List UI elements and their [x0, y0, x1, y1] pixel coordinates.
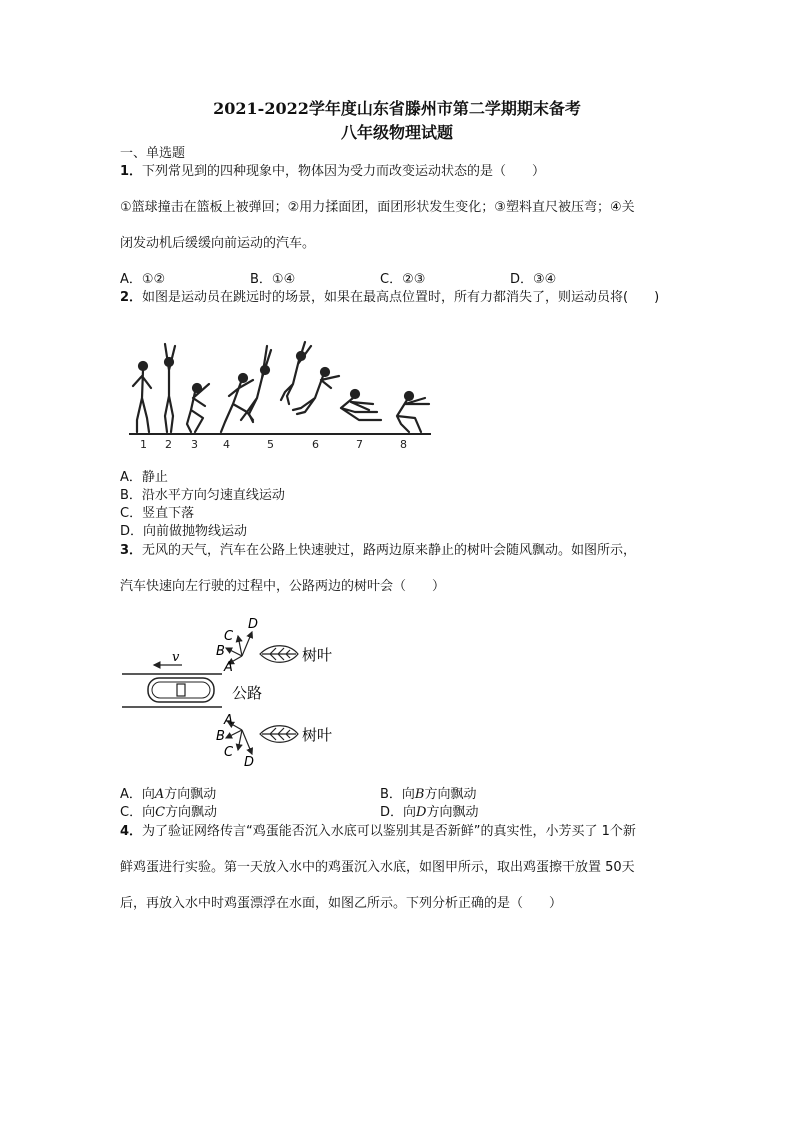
question-1 — [120, 164, 545, 180]
jumper-pose-7 — [293, 368, 339, 414]
question-stem: 下列常见到的四种现象中，物体因为受力而改变运动状态的是（ ） — [142, 164, 546, 179]
question-number: 4． — [120, 824, 143, 839]
question-4-stem-line-3: 后，再放入水中时鸡蛋漂浮在水面，如图乙所示。下列分析正确的是（ ） — [120, 896, 563, 911]
leaf-icon-bottom — [260, 726, 298, 743]
q2-option-b[interactable]: B．沿水平方向匀速直线运动 — [120, 488, 285, 503]
q3-option-a[interactable]: A．向A方向飘动 — [120, 787, 217, 802]
q3-option-b[interactable]: B．向B方向飘动 — [380, 787, 477, 802]
question-stem-line-1: 无风的天气，汽车在公路上快速驶过，路两边原来静止的树叶会随风飘动。如图所示， — [142, 543, 637, 558]
q1-option-a[interactable]: A．①② — [120, 272, 166, 287]
q2-option-c[interactable]: C．竖直下落 — [120, 506, 195, 521]
question-number: 1． — [120, 164, 143, 179]
q1-option-c[interactable]: C．②③ — [380, 272, 426, 287]
document-title: 2021-2022学年度山东省滕州市第二学期期末备考 — [213, 99, 581, 118]
pose-label-8: 8 — [400, 438, 407, 451]
document-subtitle: 八年级物理试题 — [340, 123, 453, 142]
q1-option-d[interactable]: D．③④ — [510, 272, 557, 287]
jumper-pose-landing — [397, 392, 429, 432]
arrow-label-a-bottom: A — [224, 713, 233, 728]
leaf-label-top: 树叶 — [302, 646, 333, 664]
question-4 — [120, 824, 636, 840]
arrow-label-c-top: C — [224, 629, 234, 644]
question-3-stem-line-2: 汽车快速向左行驶的过程中，公路两边的树叶会（ ） — [120, 579, 446, 594]
pose-label-4: 4 — [223, 438, 230, 451]
q3-option-c[interactable]: C．向C方向飘动 — [120, 805, 218, 820]
question-stem: 如图是运动员在跳远时的场景，如果在最高点位置时，所有力都消失了，则运动员将( ) — [142, 290, 660, 305]
velocity-label: v — [172, 650, 180, 665]
long-jump-figure — [125, 340, 435, 455]
question-2 — [120, 290, 659, 306]
pose-label-5: 5 — [267, 438, 274, 451]
question-1-detail-line-2: 闭发动机后缓缓向前运动的汽车。 — [120, 236, 316, 251]
jumper-pose-2 — [165, 344, 175, 432]
question-4-stem-line-2: 鲜鸡蛋进行实验。第一天放入水中的鸡蛋沉入水底，如图甲所示，取出鸡蛋擦干放置 50天 — [120, 860, 635, 875]
leaf-icon-top — [260, 646, 298, 663]
road-leaves-figure — [120, 612, 360, 772]
pose-label-7: 7 — [356, 438, 363, 451]
jumper-pose-4 — [221, 374, 253, 432]
q2-option-a[interactable]: A．静止 — [120, 470, 168, 485]
question-number: 3． — [120, 543, 143, 558]
question-1-detail-line-1: ①篮球撞击在篮板上被弹回；②用力揉面团，面团形状发生变化；③塑料直尺被压弯；④关 — [120, 200, 635, 215]
jumper-pose-1 — [133, 362, 151, 432]
arrow-label-b-bottom: B — [216, 729, 225, 744]
q1-option-b[interactable]: B．①④ — [250, 272, 296, 287]
jumper-pose-6 — [281, 342, 311, 404]
jumper-pose-3 — [187, 384, 209, 432]
road-label: 公路 — [232, 684, 263, 702]
leaf-label-bottom: 树叶 — [302, 726, 333, 744]
jumper-pose-8 — [341, 390, 381, 420]
pose-label-2: 2 — [165, 438, 172, 451]
arrow-label-b-top: B — [216, 644, 225, 659]
q2-option-d[interactable]: D．向前做抛物线运动 — [120, 524, 248, 539]
section-label: 一、单选题 — [120, 146, 186, 161]
arrow-label-d-bottom: D — [244, 755, 255, 770]
pose-label-3: 3 — [191, 438, 198, 451]
q3-option-d[interactable]: D．向D方向飘动 — [380, 805, 479, 820]
arrow-label-a-top: A — [224, 660, 233, 675]
question-stem-line-1: 为了验证网络传言“鸡蛋能否沉入水底可以鉴别其是否新鲜”的真实性，小芳买了 1个新 — [142, 824, 636, 839]
car-icon — [148, 678, 214, 702]
question-number: 2． — [120, 290, 143, 305]
pose-label-1: 1 — [140, 438, 147, 451]
arrow-label-c-bottom: C — [224, 745, 234, 760]
arrow-label-d-top: D — [248, 617, 259, 632]
question-3 — [120, 543, 636, 559]
pose-label-6: 6 — [312, 438, 319, 451]
